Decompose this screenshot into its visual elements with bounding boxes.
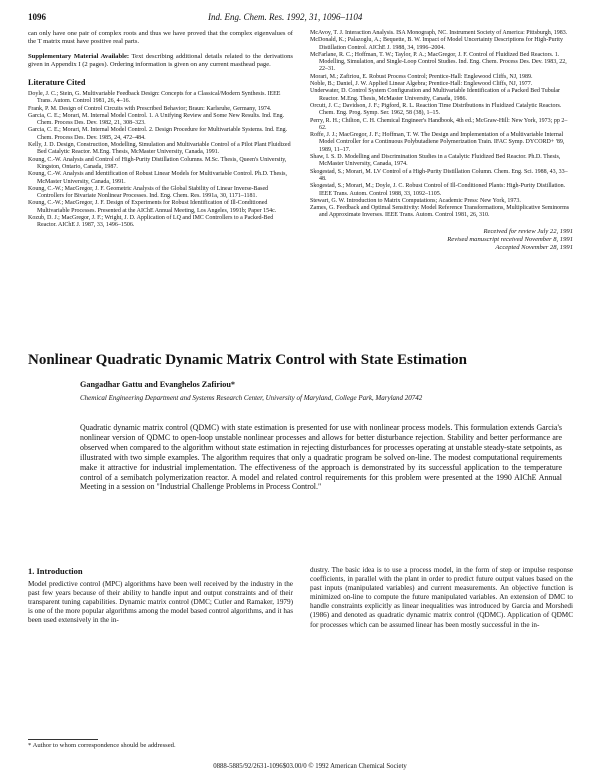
reference: Underwater, D. Control System Configuration and Multivariable Identification of a Packed Bed Tubular Reactor. M.Eng. Thesis, McMaster University, Canada, 1986. xyxy=(310,88,561,102)
reference: Frank, P. M. Design of Control Circuits with Prescribed Behavior; Braun: Karlsruhe, Germany, 1974. xyxy=(28,105,272,112)
page-header xyxy=(28,12,573,24)
reference: McFarlane, R. C.; Hoffman, T. W.; Taylor, P. A.; MacGregor, J. F. Control of Fluidized Bed Reactors. 1. Modelling, Simulation, and Single-Loop Control Studies. Ind. Eng. Chem. Process Des. Dev. 1983, 22, 22–31. xyxy=(310,51,567,73)
reference: Noble, B.; Daniel, J. W. Applied Linear Algebra; Prentice-Hall: Englewood Cliffs, NJ, 1977. xyxy=(310,81,533,88)
author-footnote: * Author to whom correspondence should be addressed. xyxy=(28,742,176,749)
abstract: Quadratic dynamic matrix control (QDMC) with state estimation is presented for use with nonlinear process models. This formulation extends Garcia's nonlinear version of QDMC to open-loop unstable nonlinear processes and allows for better disturbance rejection. Stability and better performance are observed when compared to the algorithm without state estimation in rejecting disturbances for processes operating at unstable steady-state setpoints, as illustrated with two simple examples. The algorithm requires that only a quadratic program be solved on-line. The modest computational requirements make it attractive for industrial implementation. The effectiveness of the approach is demonstrated by its successful application to the temperature control of a semibatch polymerization reactor. A model and related control requirements for this problem were presented at the 1990 AIChE Annual Meeting in a session on "Industrial Challenge Problems in Process Control." xyxy=(80,423,562,492)
supplementary-material xyxy=(28,53,293,69)
previous-article-tail: can only have one pair of complex roots and thus we have proved that the complex eigenvalues of the T matrix must have positive real parts. xyxy=(28,30,293,45)
article-title: Nonlinear Quadratic Dynamic Matrix Control with State Estimation xyxy=(28,352,468,368)
reference: Zames, G. Feedback and Optimal Sensitivity: Model Reference Transformations, Multiplicative Seminorms and Approximate Inverses. IEEE Trans. Autom. Control 1981, 26, 310. xyxy=(310,205,570,219)
introduction-right-column: dustry. The basic idea is to use a process model, in the form of step or impulse response coefficients, in parallel with the plant in order to predict future output values based on the past inputs (manipulated variables) and current measurements. An objective function is minimized on-line to compute the future manipulated variables. An extension of DMC to handle constraints explicitly as linear inequalities was introduced by Garcia and Morshedi (1986) and denoted as quadratic dynamic matrix control (QDMC). Application of QDMC for processes which can be assumed linear has been mostly successful in the in- xyxy=(310,566,573,629)
received-date: Received for review July 22, 1991 xyxy=(483,227,573,235)
reference: Koung, C.-W. Analysis and Control of High-Purity Distillation Columns. M.Sc. Thesis, Queen's University, Kingston, Ontario, Canada, 1987. xyxy=(28,156,287,170)
accepted-date: Accepted November 28, 1991 xyxy=(495,243,573,251)
author-affiliation: Chemical Engineering Department and Systems Research Center, University of Maryland, College Park, Maryland 20742 xyxy=(80,394,423,402)
reference: Garcia, C. E.; Morari, M. Internal Model Control. 2. Design Procedure for Multivariable Systems. Ind. Eng. Chem. Process Des. Dev. 1985, 24, 472–484. xyxy=(28,127,288,141)
left-column-previous-article xyxy=(28,30,293,230)
reference: Roffe, J. J.; MacGregor, J. F.; Hoffman, T. W. The Design and Implementation of a Multivariable Internal Model Controller for a Continuous Polybutadiene Polymerization Train. IFAC Symp. DYCORD+ '89, 1989, 11–17. xyxy=(310,132,565,153)
right-column-references xyxy=(310,30,573,252)
reference: Orcutt, J. C.; Davidson, J. F.; Pigford, R. L. Reaction Time Distributions in Fluidized Catalytic Reactors. Chem. Eng. Prog. Symp. Ser. 1962, 58 (38), 1–15. xyxy=(310,102,562,117)
reference: McDonald, K.; Palazoglu, A.; Bequette, B. W. Impact of Model Uncertainty Descriptions for High-Purity Distillation Control. AIChE J. 1988, 34, 1996–2004. xyxy=(310,37,563,51)
reference: Shaw, I. S. D. Modelling and Discrimination Studies in a Catalytic Fluidized Bed Reactor. Ph.D. Thesis, McMaster University, Canada, 1974. xyxy=(310,154,561,168)
reference: Perry, R. H.; Chilton, C. H. Chemical Engineer's Handbook, 4th ed.; McGraw-Hill: New York, 1973; pp 2–62. xyxy=(310,117,568,131)
reference: Kozub, D. J.; MacGregor, J. F.; Wright, J. D. Application of LQ and IMC Controllers to a Packed-Bed Reactor. AIChE J. 1987, 33, 1496–1506. xyxy=(28,215,274,229)
page-number: 1096 xyxy=(28,12,46,22)
reference: Skogestad, S.; Morari, M. LV Control of a High-Purity Distillation Column. Chem. Eng. Sci. 1988, 43, 33–48. xyxy=(310,168,568,182)
reference: Koung, C.-W.; MacGregor, J. F. Design of Experiments for Robust Identification of Ill-Conditioned Multivariable Processes. Presented at the AIChE Annual Meeting, Los Angeles, 1991b; Paper 154c. xyxy=(28,200,277,214)
literature-cited-heading: Literature Cited xyxy=(28,78,86,87)
supplementary-text: Text describing additional details related to the derivations given in Appendix I (2 pages). Ordering information is given on any current masthead page. xyxy=(28,53,293,68)
journal-citation: Ind. Eng. Chem. Res. 1992, 31, 1096–1104 xyxy=(208,12,363,22)
reference: McAvoy, T. J. Interaction Analysis. ISA Monograph, NC. Instrument Society of America: Pittsburgh, 1983. xyxy=(310,30,568,36)
revised-date: Revised manuscript received November 8, 1991 xyxy=(447,235,573,243)
page-footer: 0888-5885/92/2631-1096$03.00/0 © 1992 American Chemical Society xyxy=(213,763,407,770)
reference: Koung, C.-W.; MacGregor, J. F. Geometric Analysis of the Global Stability of Linear Inverse-Based Controllers for Bivariate Nonlinear Processes. Ind. Eng. Chem. Res. 1991a, 30, 1171–1181. xyxy=(28,185,269,200)
reference: Doyle, J. C.; Stein, G. Multivariable Feedback Design: Concepts for a Classical/Modern Synthesis. IEEE Trans. Autom. Control 1981, 26, 4–16. xyxy=(28,91,281,105)
reference: Koung, C.-W. Analysis and Identification of Robust Linear Models for Multivariable Control. Ph.D. Thesis, McMaster University, Canada, 1991. xyxy=(28,171,287,185)
reference: Kelly, J. D. Design, Construction, Modelling, Simulation and Multivariable Control of a Pilot Plant Fluidized Bed Catalytic Reactor. M.Eng. Thesis, McMaster University, Canada, 1991. xyxy=(28,142,291,156)
introduction-heading: 1. Introduction xyxy=(28,566,83,576)
manuscript-dates xyxy=(310,228,573,252)
footnote-divider xyxy=(28,739,98,740)
article-authors: Gangadhar Gattu and Evanghelos Zafiriou* xyxy=(80,380,235,389)
reference: Morari, M.; Zafiriou, E. Robust Process Control; Prentice-Hall: Englewood Cliffs, NJ, 1989. xyxy=(310,73,533,80)
reference: Stewart, G. W. Introduction to Matrix Computations; Academic Press: New York, 1973. xyxy=(310,197,521,204)
reference: Garcia, C. E.; Morari, M. Internal Model Control. 1. A Unifying Review and Some New Results. Ind. Eng. Chem. Process Des. Dev. 1982, 21, 308–323. xyxy=(28,112,285,127)
introduction-left-column: Model predictive control (MPC) algorithms have been well received by the industry in the past few years because of their ability to handle input and output constraints and of their transparent tuning capabilities. Dynamic matrix control (DMC; Cutler and Ramaker, 1979) is one of the more popular algorithms among the model based control algorithms, and it has been used extensively in the in- xyxy=(28,580,293,625)
supplementary-title: Supplementary Material Available: xyxy=(28,53,130,60)
reference: Skogestad, S.; Morari, M.; Doyle, J. C. Robust Control of Ill-Conditioned Plants: High-Purity Distillation. IEEE Trans. Autom. Control 1988, 33, 1092–1105. xyxy=(310,183,566,197)
